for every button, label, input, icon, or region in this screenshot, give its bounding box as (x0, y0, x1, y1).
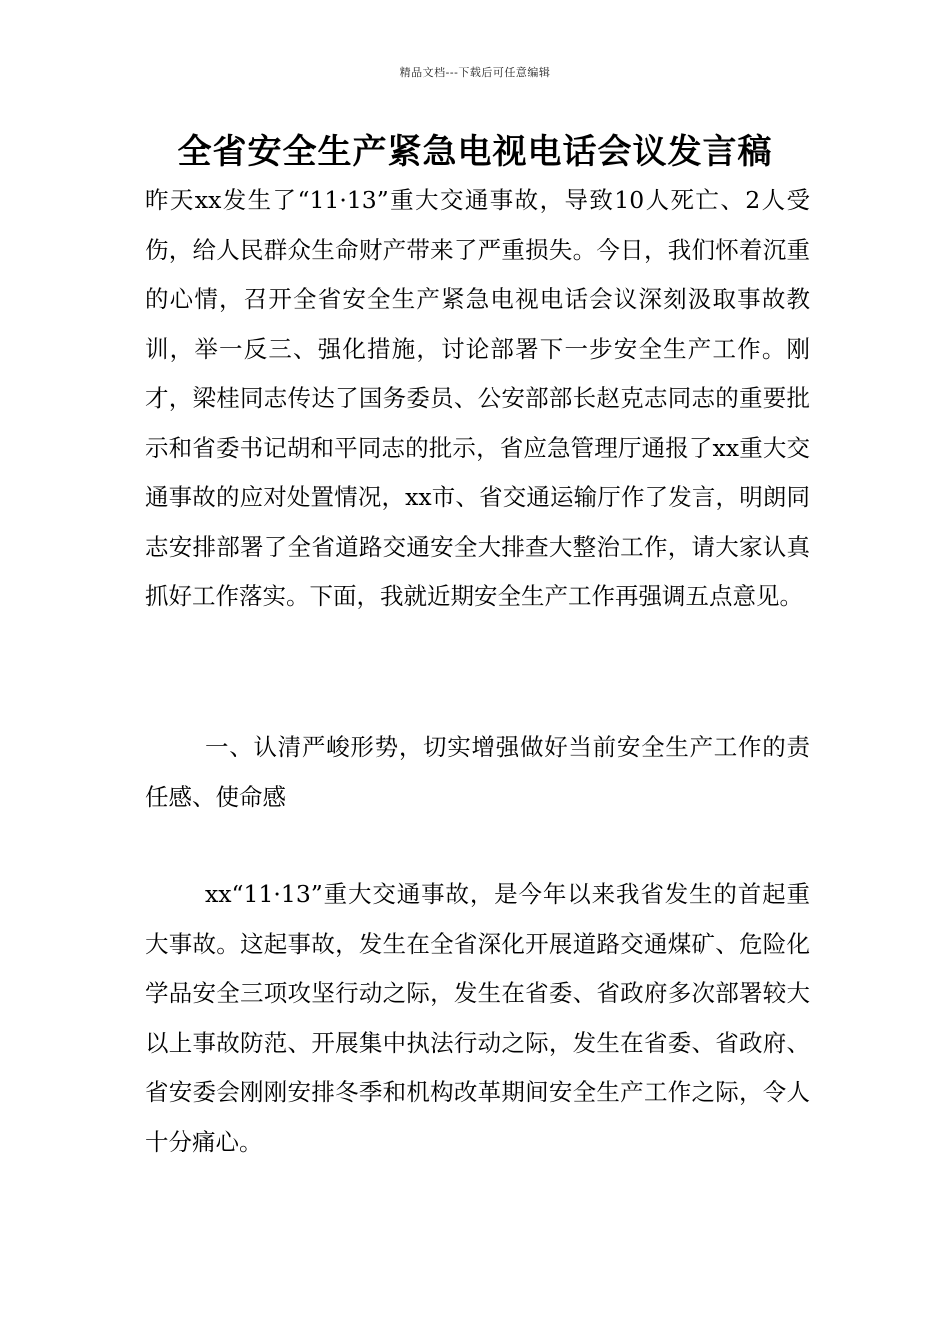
header-note: 精品文档---下载后可任意编辑 (399, 66, 551, 79)
paragraph-intro: 昨天xx发生了“11·13”重大交通事故，导致10人死亡、2人受伤，给人民群众生命财产带来了严重损失。今日，我们怀着沉重的心情，召开全省安全生产紧急电视电话会议深刻汲取事故教训，举一反三、强化措施，讨论部署下一步安全生产工作。刚才，梁桂同志传达了国务委员、公安部部长赵克志同志的重要批示和省委书记胡和平同志的批示，省应急管理厅通报了xx重大交通事故的应对处置情况，xx市、省交通运输厅作了发言，明朗同志安排部署了全省道路交通安全大排查大整治工作，请大家认真抓好工作落实。下面，我就近期安全生产工作再强调五点意见。 (145, 186, 810, 610)
section-heading-1: 一、认清严峻形势，切实增强做好当前安全生产工作的责任感、使命感 (145, 733, 810, 811)
paragraph-section-1-body: xx“11·13”重大交通事故，是今年以来我省发生的首起重大事故。这起事故，发生在全省深化开展道路交通煤矿、危险化学品安全三项攻坚行动之际，发生在省委、省政府多次部署较大以上事故防范、开展集中执法行动之际，发生在省委、省政府、省安委会刚刚安排冬季和机构改革期间安全生产工作之际，令人十分痛心。 (145, 880, 810, 1156)
document-title: 全省安全生产紧急电视电话会议发言稿 (177, 132, 773, 172)
